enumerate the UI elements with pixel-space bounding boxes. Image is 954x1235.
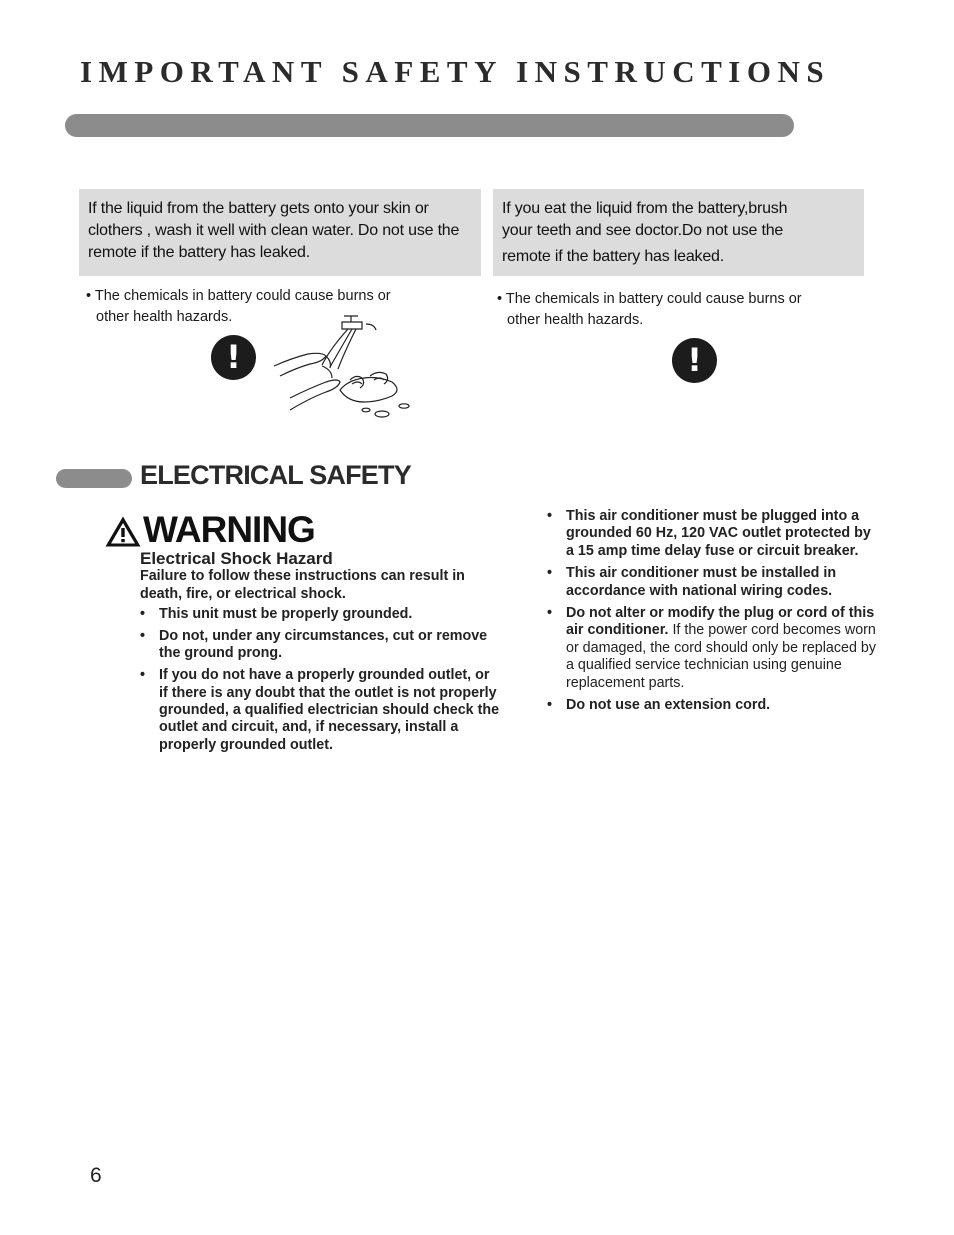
installation-bullet-list [547,508,882,719]
bullet-dot: • [547,605,553,622]
exclamation-icon: ! [211,335,256,380]
list-item-text: Do not, under any circumstances, cut or remove the ground prong. [159,627,488,662]
list-item [547,508,882,560]
list-item [140,667,500,754]
section-title: ELECTRICAL SAFETY [140,460,411,490]
list-item [547,697,882,714]
hand-washing-illustration [270,310,415,422]
list-item-text: Do not alter or modify the plug or cord of this air conditioner. [566,605,875,639]
callout-line: If you eat the liquid from the battery,brush [502,200,788,217]
header-divider-bar [65,114,794,137]
battery-skin-callout: If the liquid from the battery gets onto your skin or clothers , wash it well with clean water. Do not use the remote if the battery has leaked. [79,189,481,276]
list-item-text: If you do not have a properly grounded outlet, or if there is any doubt that the outlet is not properly grounded, a qualified electrician should check the outlet and circuit, and, if necessary, install a properly grounded outlet. [159,667,500,753]
exclamation-icon: ! [672,338,717,383]
bullet-dot: • [547,697,553,714]
note-line: other health hazards. [507,312,644,328]
hazard-description: Failure to follow these instructions can result in death, fire, or electrical shock. [140,568,465,602]
section-pill-decoration [56,469,132,488]
bullet-dot: • [140,667,146,684]
bullet-dot: • [140,627,146,644]
bullet-dot: • [140,606,146,622]
list-item [140,606,500,623]
warning-label: WARNING [143,509,315,550]
list-item [547,605,882,692]
list-item [140,628,500,663]
note-line: • The chemicals in battery could cause burns or [86,288,391,304]
list-item-detail: If the power cord becomes worn or damaged, the cord should only be replaced by a qualified service technician using genuine replacement parts. [566,622,876,691]
list-item-text: This unit must be properly grounded. [159,606,413,622]
callout-line: remote if the battery has leaked. [502,248,724,265]
bullet-dot: • [547,508,553,524]
hazard-title: Electrical Shock Hazard [140,549,333,568]
page-header-title: IMPORTANT SAFETY INSTRUCTIONS [80,54,831,89]
list-item-text: This air conditioner must be installed in accordance with national wiring codes. [566,565,837,599]
note-line: other health hazards. [96,309,233,325]
bullet-dot: • [547,565,553,582]
note-line: • The chemicals in battery could cause burns or [497,291,802,307]
page-number: 6 [90,1164,102,1187]
list-item-text: This air conditioner must be plugged into a grounded 60 Hz, 120 VAC outlet protected by a 15 amp time delay fuse or circuit breaker. [566,508,871,559]
list-item-text: Do not use an extension cord. [566,697,771,714]
grounding-bullet-list [140,606,500,759]
battery-chemical-note-right [497,289,867,331]
warning-triangle-icon [104,515,142,548]
battery-ingest-callout [493,189,864,276]
list-item [547,565,882,600]
callout-line: your teeth and see doctor.Do not use the [502,222,784,239]
